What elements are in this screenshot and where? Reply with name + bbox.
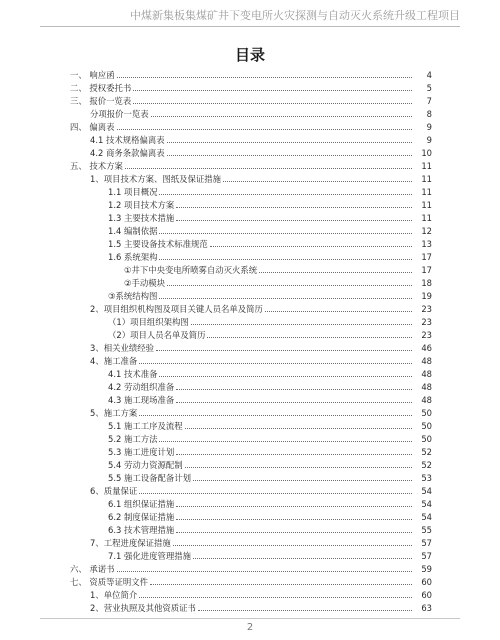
dot-leader [117,571,412,572]
toc-entry[interactable] [90,302,432,315]
toc-entry-page: 10 [421,148,432,158]
toc-entry-label: 1.3 主要技术措施 [108,213,175,223]
toc-entry[interactable] [90,146,432,159]
toc-entry[interactable] [108,367,432,380]
dot-leader [159,194,412,195]
dot-leader [185,467,412,468]
toc-entry[interactable] [108,328,432,341]
toc-entry-page: 50 [421,421,432,431]
toc-entry-page: 11 [421,174,432,184]
toc-entry-label: 2、营业执照及其他资质证书 [90,603,196,613]
dot-leader [139,415,412,416]
toc-entry-page: 54 [421,499,432,509]
toc-entry-page: 4 [426,70,432,80]
toc-entry-label: 二、 授权委托书 [70,83,132,93]
toc-entry-label: 5.4 劳动力资源配制 [108,460,183,470]
dot-leader [207,337,412,338]
dot-leader [117,129,412,130]
toc-entry-label: 五、 技术方案 [70,161,123,171]
toc-entry-label: 七、 资质等证明文件 [70,577,149,587]
toc-entry[interactable] [108,497,432,510]
toc-entry-label: 4.3 施工现场准备 [108,395,175,405]
dot-leader [193,558,412,559]
dot-leader [176,454,412,455]
toc-entry[interactable] [70,81,432,94]
toc-entry-page: 5 [426,83,432,93]
toc-entry-page: 48 [421,356,432,366]
toc-entry-page: 63 [421,603,432,613]
toc-entry-label: 5.1 施工工序及流程 [108,421,183,431]
dot-leader [125,168,412,169]
toc-entry[interactable] [90,536,432,549]
dot-leader [117,77,412,78]
dot-leader [159,298,412,299]
toc-entry[interactable] [90,133,432,146]
toc-entry-label: 7、工程进度保证措施 [90,538,171,548]
toc-entry-label: 1、项目技术方案、图纸及保证措施 [90,174,221,184]
toc-entry-page: 12 [421,226,432,236]
toc-entry-label: 三、 报价一览表 [70,96,132,106]
toc-entry-page: 60 [421,577,432,587]
toc-entry-label: ②手动模块 [124,278,166,288]
toc-entry-label: 5、施工方案 [90,408,138,418]
toc-entry-label: 5.5 施工设备配备计划 [108,473,191,483]
dot-leader [191,324,412,325]
toc-entry[interactable] [108,471,432,484]
toc-entry[interactable] [70,94,432,107]
dot-leader [159,441,412,442]
toc-entry[interactable] [108,458,432,471]
toc-entry-page: 60 [421,590,432,600]
toc-entry-label: 1.2 项目技术方案 [108,200,175,210]
toc-entry[interactable] [90,406,432,419]
dot-leader [176,402,412,403]
toc-entry[interactable] [108,393,432,406]
footer-divider [40,618,460,619]
dot-leader [259,272,412,273]
dot-leader [139,363,412,364]
dot-leader [210,246,412,247]
toc-entry-label: （1）项目组织架构图 [108,317,189,327]
toc-entry-page: 57 [421,551,432,561]
toc-entry-label: 1.1 项目概况 [108,187,158,197]
page-title: 目录 [234,46,265,64]
toc-entry[interactable] [70,159,432,172]
dot-leader [150,584,412,585]
toc-entry-label: 4、施工准备 [90,356,138,366]
toc-entry[interactable] [108,289,432,302]
dot-leader [173,545,412,546]
toc-entry[interactable] [124,263,432,276]
toc-entry[interactable] [108,237,432,250]
toc-entry[interactable] [90,484,432,497]
toc-entry-page: 52 [421,460,432,470]
toc-entry-page: 13 [421,239,432,249]
toc-entry-label: 四、 偏离表 [70,122,115,132]
toc-entry-page: 55 [421,525,432,535]
toc-entry-label: 5.2 施工方法 [108,434,158,444]
toc-entry[interactable] [70,68,432,81]
toc-entry-label: 4.1 技术准备 [108,369,158,379]
toc-entry-label: 1.4 编制依据 [108,226,158,236]
toc-entry[interactable] [108,419,432,432]
toc-entry[interactable] [108,185,432,198]
toc-entry-label: 4.1 技术规格偏离表 [90,135,165,145]
toc-entry-page: 9 [426,135,432,145]
dot-leader [159,233,412,234]
toc-entry[interactable] [108,315,432,328]
toc-entry-page: 57 [421,538,432,548]
toc-entry-page: 54 [421,512,432,522]
toc-entry-page: 18 [421,278,432,288]
toc-entry[interactable] [70,562,432,575]
toc-entry-label: 7.1 强化进度管理措施 [108,551,191,561]
toc-entry-label: ③系统结构图 [108,291,158,301]
dot-leader [159,259,412,260]
toc-entry-page: 23 [421,330,432,340]
page-number: 2 [246,622,254,633]
toc-entry-label: 4.2 商务条款偏离表 [90,148,165,158]
toc-entry-page: 50 [421,408,432,418]
toc-entry-page: 11 [421,161,432,171]
toc-entry-label: 6.3 技术管理措施 [108,525,175,535]
dot-leader [185,428,412,429]
dot-leader [223,181,412,182]
dot-leader [176,532,412,533]
toc-entry[interactable] [108,224,432,237]
toc-entry-page: 11 [421,187,432,197]
dot-leader [193,480,412,481]
toc-entry-label: （2）项目人员名单及简历 [108,330,206,340]
toc-entry-page: 46 [421,343,432,353]
dot-leader [176,519,412,520]
toc-entry-page: 17 [421,265,432,275]
toc-entry-label: ①井下中央变电所喷雾自动灭火系统 [124,265,258,275]
toc-entry-label: 6.1 组织保证措施 [108,499,175,509]
toc-entry-page: 54 [421,486,432,496]
dot-leader [167,142,412,143]
toc-entry-page: 19 [421,291,432,301]
toc-entry[interactable] [70,575,432,588]
toc-entry[interactable] [90,588,432,601]
toc-entry-page: 52 [421,447,432,457]
toc-entry-label: 6.2 制度保证措施 [108,512,175,522]
toc-entry[interactable] [108,510,432,523]
toc-entry-label: 6、质量保证 [90,486,138,496]
toc-entry-page: 48 [421,382,432,392]
toc-entry[interactable] [108,445,432,458]
toc-entry-page: 9 [426,122,432,132]
toc-entry-label: 3、相关业绩经验 [90,343,154,353]
toc-entry-page: 7 [426,96,432,106]
toc-entry[interactable] [108,198,432,211]
dot-leader [198,610,412,611]
toc-entry-page: 50 [421,434,432,444]
toc-entry[interactable] [124,276,432,289]
toc-entry-label: 六、 承诺书 [70,564,115,574]
toc-entry[interactable] [108,549,432,562]
dot-leader [139,493,412,494]
toc-entry-label: 一、 响应函 [70,70,115,80]
toc-entry-page: 11 [421,213,432,223]
running-header: 中煤新集板集煤矿井下变电所火灾探测与自动灭火系统升级工程项目 [40,6,460,27]
toc-entry-page: 23 [421,304,432,314]
toc-entry[interactable] [90,601,432,614]
dot-leader [265,311,412,312]
toc-entry[interactable] [108,250,432,263]
dot-leader [139,597,412,598]
toc-entry[interactable] [90,172,432,185]
toc-entry-label: 分项报价一览表 [90,109,149,119]
toc-entry-label: 5.3 施工进度计划 [108,447,175,457]
dot-leader [176,207,412,208]
toc-entry[interactable] [90,107,432,120]
toc-entry[interactable] [108,432,432,445]
toc-entry-page: 11 [421,200,432,210]
toc-entry-label: 2、项目组织机构图及项目关键人员名单及简历 [90,304,263,314]
toc-entry-page: 48 [421,369,432,379]
dot-leader [133,103,412,104]
toc-entry[interactable] [90,341,432,354]
dot-leader [176,220,412,221]
toc-entry-label: 1.6 系统架构 [108,252,158,262]
toc-entry-page: 53 [421,473,432,483]
dot-leader [167,285,412,286]
toc-entry-page: 8 [426,109,432,119]
toc-entry-label: 4.2 劳动组织准备 [108,382,175,392]
dot-leader [151,116,412,117]
dot-leader [159,376,412,377]
toc-entry-page: 59 [421,564,432,574]
toc-entry-page: 17 [421,252,432,262]
dot-leader [156,350,412,351]
toc-entry-label: 1、单位简介 [90,590,138,600]
toc-entry-page: 48 [421,395,432,405]
dot-leader [133,90,412,91]
toc-entry[interactable] [90,354,432,367]
toc-entry-label: 1.5 主要设备技术标准规范 [108,239,208,249]
toc-entry[interactable] [108,380,432,393]
dot-leader [176,506,412,507]
toc-entry[interactable] [70,120,432,133]
toc-entry-page: 23 [421,317,432,327]
dot-leader [176,389,412,390]
dot-leader [167,155,412,156]
toc-entry[interactable] [108,211,432,224]
toc-entry[interactable] [108,523,432,536]
